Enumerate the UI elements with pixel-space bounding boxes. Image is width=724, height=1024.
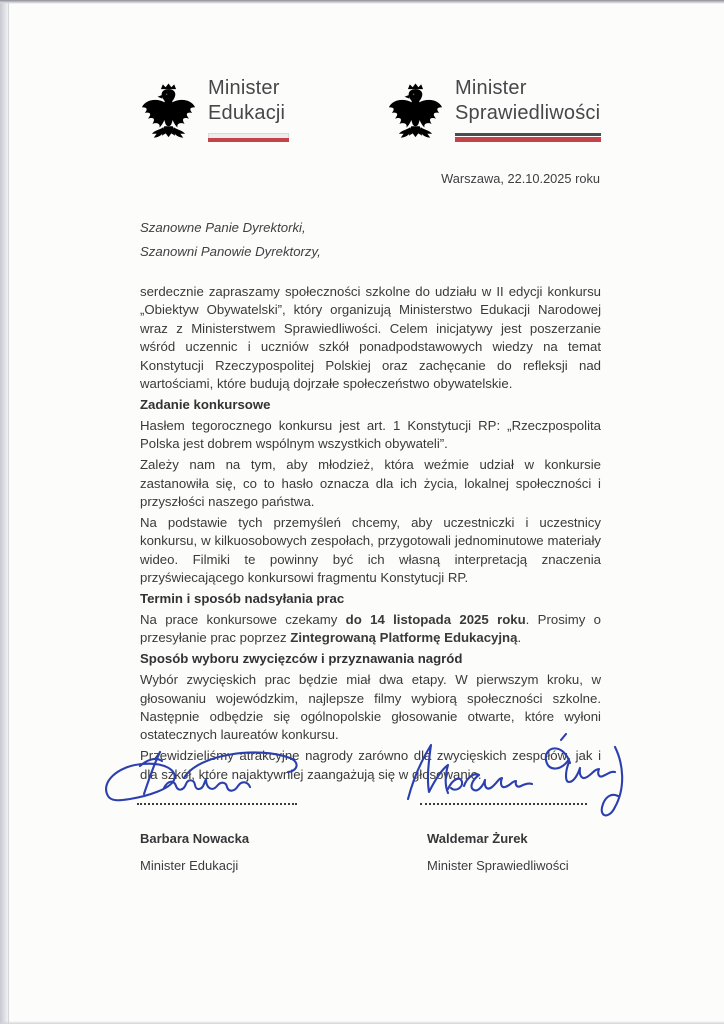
logo-title-line2: Edukacji — [208, 102, 286, 124]
logo-minister-edukacji — [140, 76, 289, 146]
paragraph: serdecznie zapraszamy społeczności szkolne do udziału w II edycji konkursu „Obiektyw Obywatelski”, który organizują Ministerstwo Edukacji Narodowej wraz z Ministerstwem Sprawiedliwości. Celem inicjatywy jest poszerzanie wśród uczennic i uczniów szkół ponadpodstawowych wiedzy na temat Konstytucji Rzeczypospolitej Polskiej oraz zachęcanie do refleksji nad wartościami, które budują dojrzałe społeczeństwo obywatelskie. — [140, 284, 601, 392]
flag-stripe-icon — [455, 133, 601, 142]
polish-eagle-icon — [140, 76, 197, 146]
signature-waldemar-zurek — [400, 733, 648, 835]
salutation — [140, 216, 601, 263]
logo-minister-sprawiedliwosci — [387, 76, 601, 146]
scan-edge-top — [0, 0, 724, 4]
signature-dotted-line — [137, 803, 297, 805]
logo-title-line1: Minister — [455, 77, 527, 99]
signer-title: Minister Sprawiedliwości — [427, 858, 569, 873]
logo-title-line1: Minister — [208, 77, 280, 99]
section-heading: Termin i sposób nadsyłania prac — [140, 591, 345, 606]
section-heading: Sposób wyboru zwycięzców i przyznawania nagród — [140, 651, 463, 667]
paragraph: Na podstawie tych przemyśleń chcemy, aby uczestniczki i uczestnicy konkursu, w kilkuosobowych zespołach, przygotowali jednominutowe materiały wideo. Filmiki te powinny być ich własną interpretacją znaczenia przyświecającego konkursowi fragmentu Konstytucji RP. — [140, 514, 601, 586]
signature-dotted-line — [420, 803, 587, 805]
flag-stripe-icon — [208, 133, 289, 142]
polish-eagle-icon — [387, 76, 444, 146]
salutation-line: Szanowne Panie Dyrektorki, — [140, 220, 306, 235]
signature-barbara-nowacka — [98, 744, 310, 812]
paragraph: Na prace konkursowe czekamy do 14 listopada 2025 roku. Prosimy o przesyłanie prac poprzez Zintegrowaną Platformę Edukacyjną. — [140, 611, 601, 646]
scan-edge-left — [0, 0, 10, 1024]
letterhead — [140, 76, 601, 146]
salutation-line: Szanowni Panowie Dyrektorzy, — [140, 243, 321, 259]
signer-name: Waldemar Żurek — [427, 831, 528, 846]
logo-title-line2: Sprawiedliwości — [455, 102, 601, 124]
paragraph: Hasłem tegorocznego konkursu jest art. 1 Konstytucji RP: „Rzeczpospolita Polska jest dobrem wspólnym wszystkich obywateli”. — [140, 417, 601, 452]
paragraph: Zależy nam na tym, aby młodzież, która weźmie udział w konkursie zastanowiła się, co to hasło oznacza dla ich życia, lokalnej społeczności i przyszłości naszego państwa. — [140, 457, 601, 509]
section-heading: Zadanie konkursowe — [140, 396, 271, 412]
signer-title: Minister Edukacji — [140, 858, 239, 873]
signer-name: Barbara Nowacka — [140, 831, 250, 846]
letter-body — [140, 216, 601, 787]
paragraph: Przewidzieliśmy atrakcyjne nagrody zarówno dla zwycięskich zespołów, jak i dla szkół, które najaktywniej zaangażują się w głosowanie. — [140, 748, 601, 782]
letter-blocks — [140, 283, 601, 784]
date-line: Warszawa, 22.10.2025 roku — [441, 171, 600, 186]
paragraph: Wybór zwycięskich prac będzie miał dwa etapy. W pierwszym kroku, w głosowaniu wojewódzkim, najlepsze filmy wybiorą społeczności szkolne. Następnie odbędzie się ogólnopolskie głosowanie otwarte, które wyłoni ostatecznych laureatów konkursu. — [140, 672, 601, 743]
